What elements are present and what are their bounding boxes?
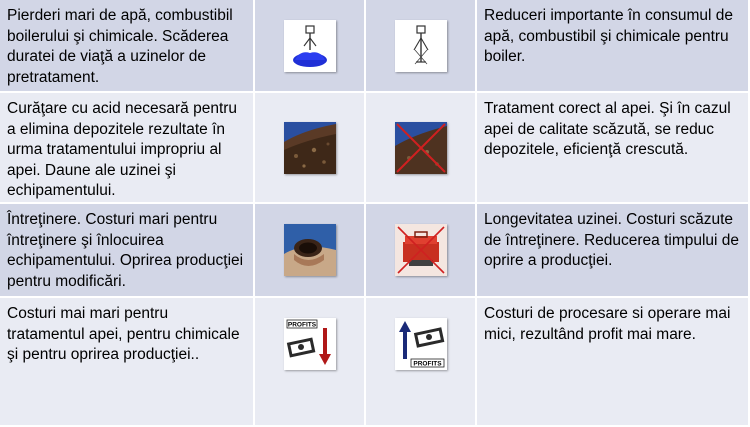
solution-image-cell	[366, 93, 477, 204]
profits-label: PROFITS	[287, 321, 316, 329]
damaged-pipe-icon	[284, 224, 336, 276]
profits-down-icon	[284, 318, 336, 370]
problem-text: Întreţinere. Costuri mari pentru întreţinere şi înlocuirea echipamentului. Oprirea producţiei pentru modificări.	[0, 204, 255, 298]
profits-up-icon	[395, 318, 447, 370]
boiler-no-loss-icon	[395, 20, 447, 72]
problem-text: Costuri mai mari pentru tratamentul apei, pentru chimicale şi pentru oprirea producţiei..	[0, 298, 255, 427]
solution-text: Tratament corect al apei. Şi în cazul apei de calitate scăzută, se reduc depozitele, eficienţă crescută.	[477, 93, 750, 204]
solution-image-cell	[366, 298, 477, 427]
scale-deposits-crossed-icon	[395, 122, 447, 174]
problem-image-cell	[255, 204, 366, 298]
problem-text: Pierderi mari de apă, combustibil boilerului şi chimicale. Scăderea duratei de viaţă a uzinelor de pretratament.	[0, 0, 255, 93]
solution-image-cell	[366, 0, 477, 93]
problem-image-cell	[255, 93, 366, 204]
solution-text: Costuri de procesare si operare mai mici, rezultând profit mai mare.	[477, 298, 750, 427]
solution-text: Longevitatea uzinei. Costuri scăzute de întreţinere. Reducerea timpului de oprire a producţiei.	[477, 204, 750, 298]
problem-image-cell	[255, 0, 366, 93]
solution-text: Reduceri importante în consumul de apă, combustibil şi chimicale pentru boiler.	[477, 0, 750, 93]
solution-image-cell	[366, 204, 477, 298]
boiler-water-loss-icon	[284, 20, 336, 72]
toolbox-crossed-icon	[395, 224, 447, 276]
profits-label: PROFITS	[412, 360, 442, 368]
problem-image-cell	[255, 298, 366, 427]
problem-text: Curăţare cu acid necesară pentru a elimina depozitele rezultate în urma tratamentului impropriu al apei. Daune ale uzinei şi echipamentului.	[0, 93, 255, 204]
scale-deposits-icon	[284, 122, 336, 174]
